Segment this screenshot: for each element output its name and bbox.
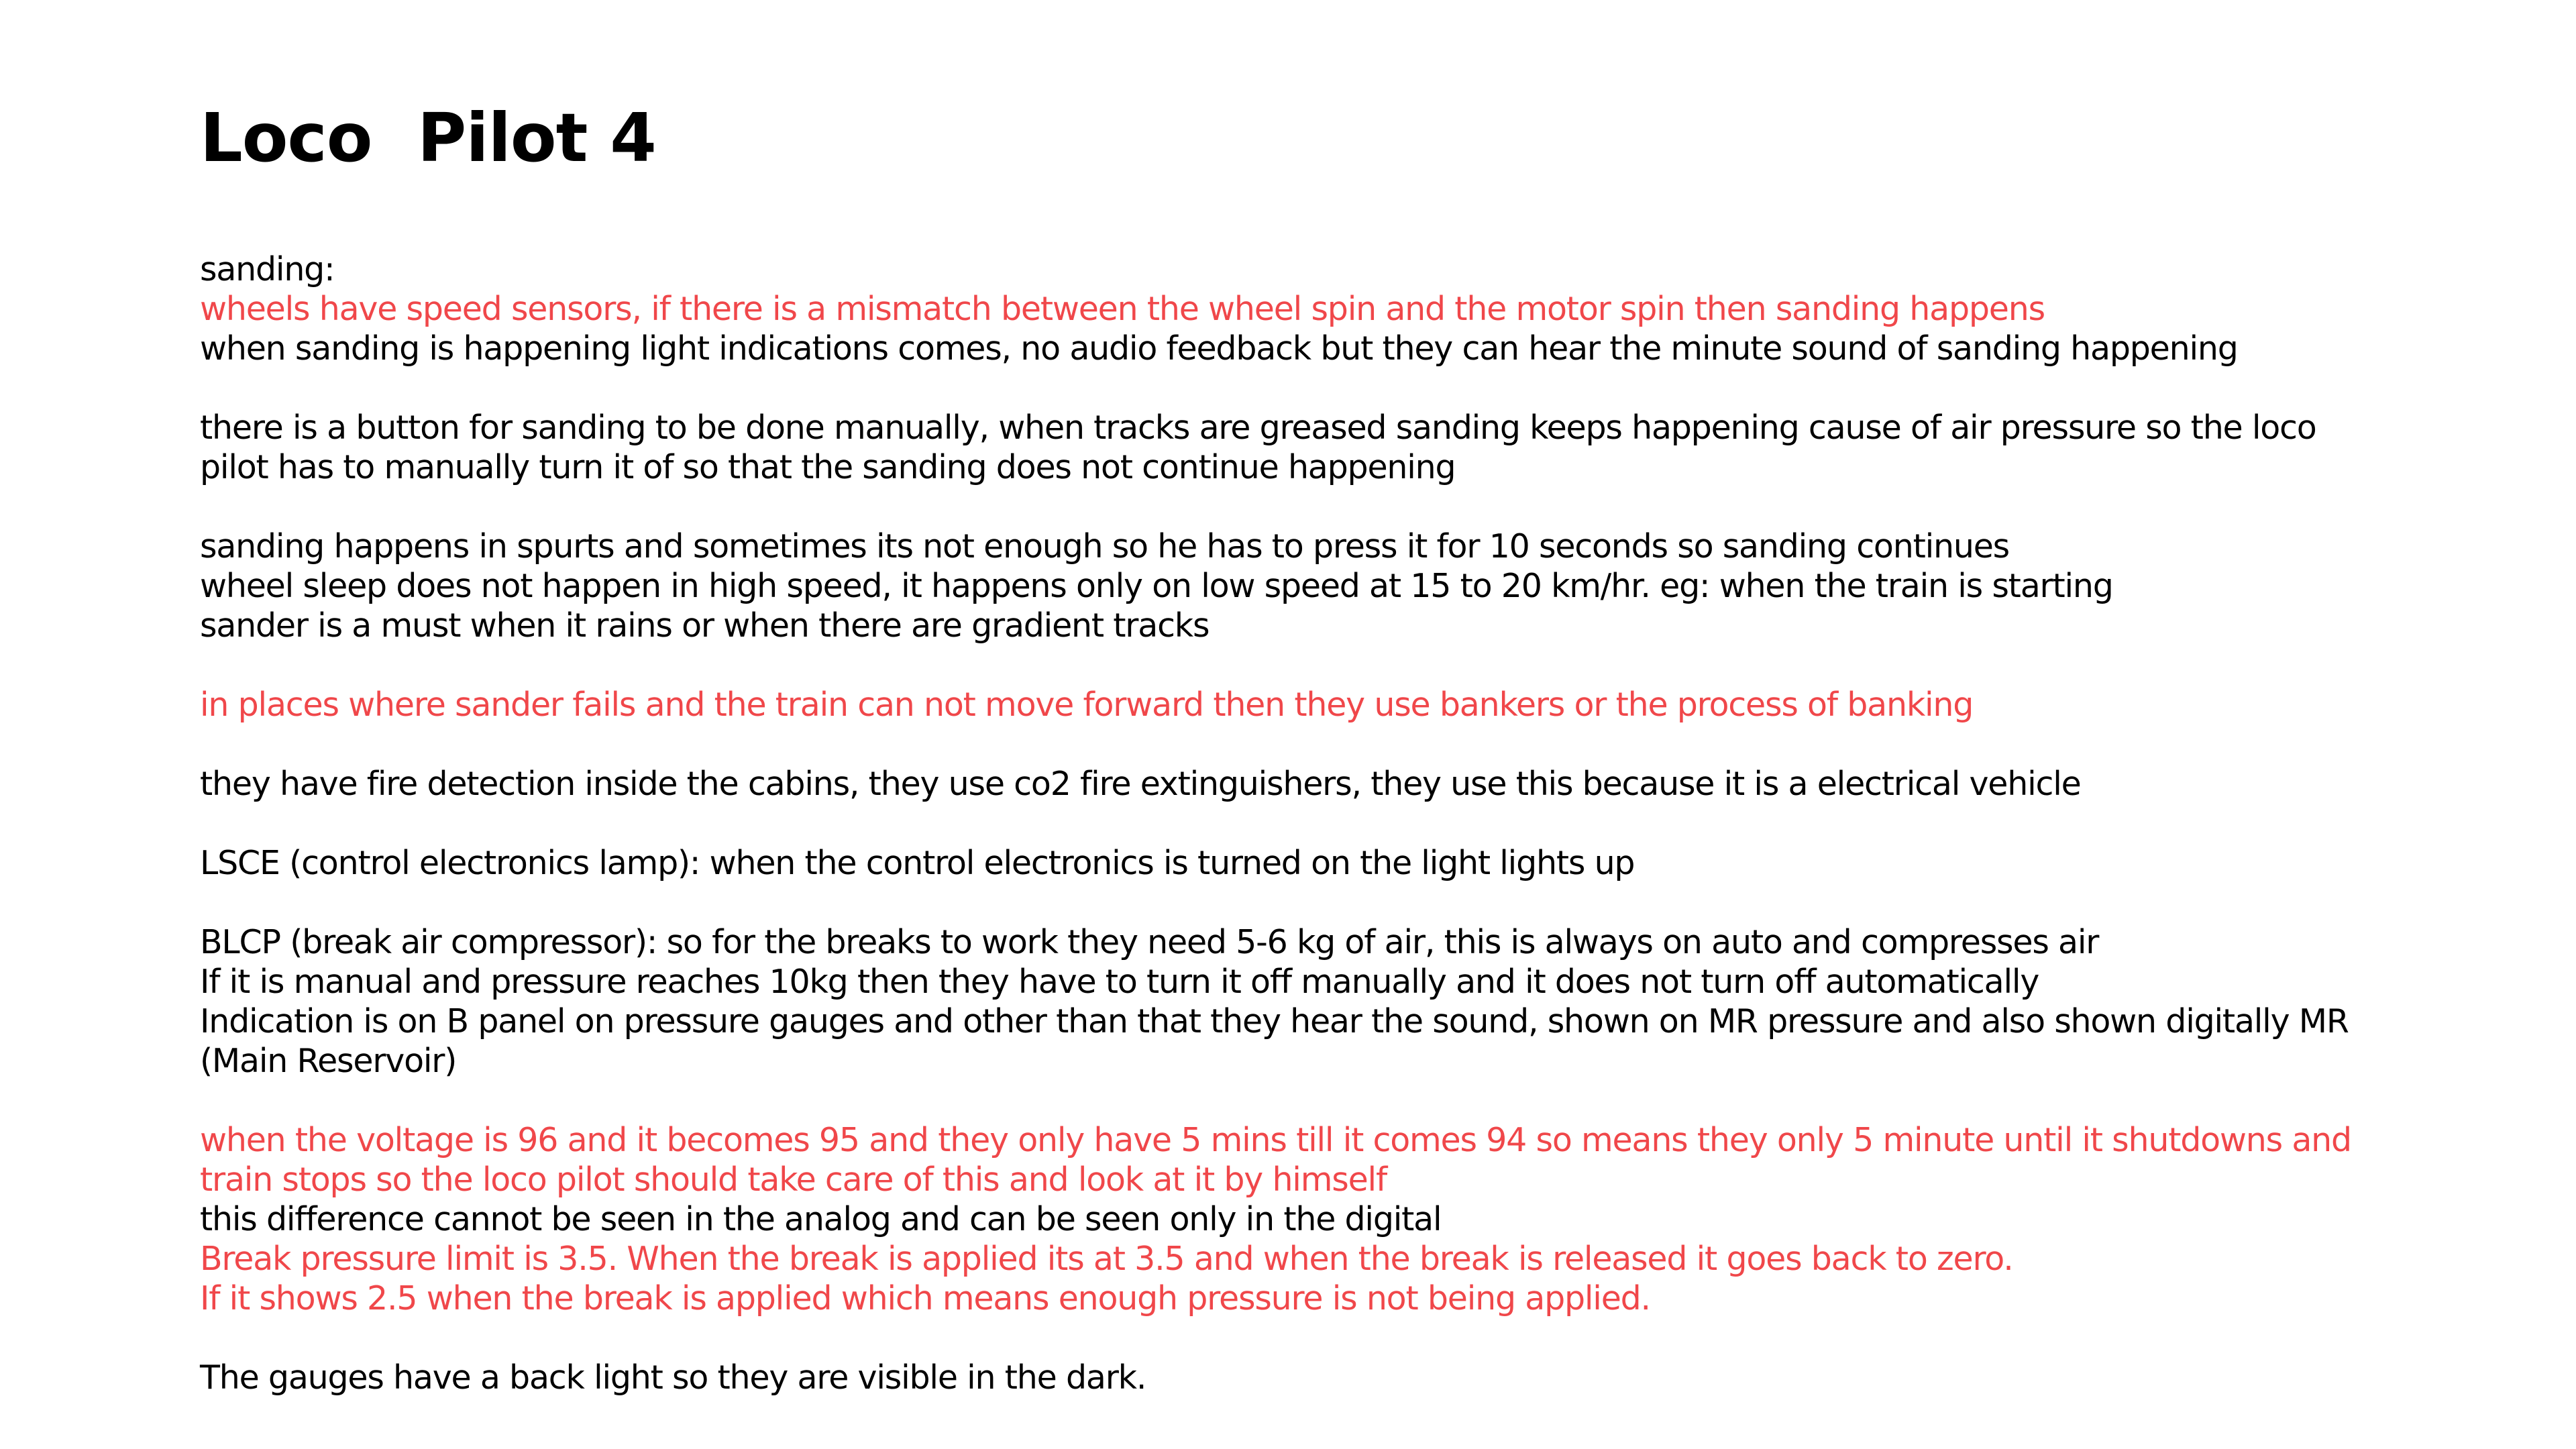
note-line-wheel-slip: wheel sleep does not happen in high speed, it happens only on low speed at 15 to 20 km/hr. eg: when the train is starting bbox=[200, 567, 2113, 605]
paragraph-gap bbox=[200, 883, 2440, 922]
note-line-fire-detection: they have fire detection inside the cabins, they use co2 fire extinguishers, they use this because it is a electrical vehicle bbox=[200, 765, 2081, 803]
note-line-voltage-cont: train stops so the loco pilot should take care of this and look at it by himself bbox=[200, 1161, 1387, 1199]
paragraph-gap bbox=[200, 724, 2440, 764]
note-line-sanding-indication: when sanding is happening light indications comes, no audio feedback but they can hear the minute sound of sanding happening bbox=[200, 329, 2238, 368]
note-line-b-panel-indication: Indication is on B panel on pressure gauges and other than that they hear the sound, shown on MR pressure and also shown digitally MR bbox=[200, 1002, 2349, 1040]
note-line-speed-sensors: wheels have speed sensors, if there is a mismatch between the wheel spin and the motor spin then sanding happens bbox=[200, 290, 2045, 328]
note-line-manual-sanding-button: there is a button for sanding to be done manually, when tracks are greased sanding keeps happening cause of air pressure so the loco bbox=[200, 409, 2316, 447]
notes-body bbox=[200, 250, 2440, 1397]
note-line-break-pressure-limit: Break pressure limit is 3.5. When the break is applied its at 3.5 and when the break is released it goes back to zero. bbox=[200, 1240, 2013, 1278]
paragraph-gap bbox=[200, 804, 2440, 843]
paragraph-gap bbox=[200, 1318, 2440, 1358]
note-line-sanding-heading: sanding: bbox=[200, 250, 335, 288]
note-line-analog-digital: this difference cannot be seen in the analog and can be seen only in the digital bbox=[200, 1200, 1442, 1238]
paragraph-gap bbox=[200, 368, 2440, 408]
note-line-sander-rain: sander is a must when it rains or when there are gradient tracks bbox=[200, 606, 1210, 645]
note-line-banking: in places where sander fails and the train can not move forward then they use bankers or the process of banking bbox=[200, 686, 1974, 724]
note-line-manual-pressure: If it is manual and pressure reaches 10kg then they have to turn it off manually and it does not turn off automatically bbox=[200, 963, 2039, 1001]
note-line-blcp: BLCP (break air compressor): so for the breaks to work they need 5-6 kg of air, this is always on auto and compresses air bbox=[200, 923, 2099, 961]
paragraph-gap bbox=[200, 487, 2440, 527]
note-line-lsce: LSCE (control electronics lamp): when the control electronics is turned on the light lights up bbox=[200, 844, 1635, 882]
note-line-manual-sanding-button-cont: pilot has to manually turn it of so that the sanding does not continue happening bbox=[200, 448, 1456, 486]
note-line-break-pressure-low: If it shows 2.5 when the break is applied which means enough pressure is not being applied. bbox=[200, 1279, 1650, 1318]
note-line-sanding-spurts: sanding happens in spurts and sometimes its not enough so he has to press it for 10 seconds so sanding continues bbox=[200, 527, 2009, 566]
note-line-gauge-backlight: The gauges have a back light so they are visible in the dark. bbox=[200, 1358, 1146, 1397]
paragraph-gap bbox=[200, 1081, 2440, 1120]
slide-title: Loco Pilot 4 bbox=[200, 99, 656, 177]
note-line-voltage: when the voltage is 96 and it becomes 95 and they only have 5 mins till it comes 94 so means they only 5 minute until it shutdowns and bbox=[200, 1121, 2351, 1159]
note-line-main-reservoir: (Main Reservoir) bbox=[200, 1042, 457, 1080]
paragraph-gap bbox=[200, 645, 2440, 685]
